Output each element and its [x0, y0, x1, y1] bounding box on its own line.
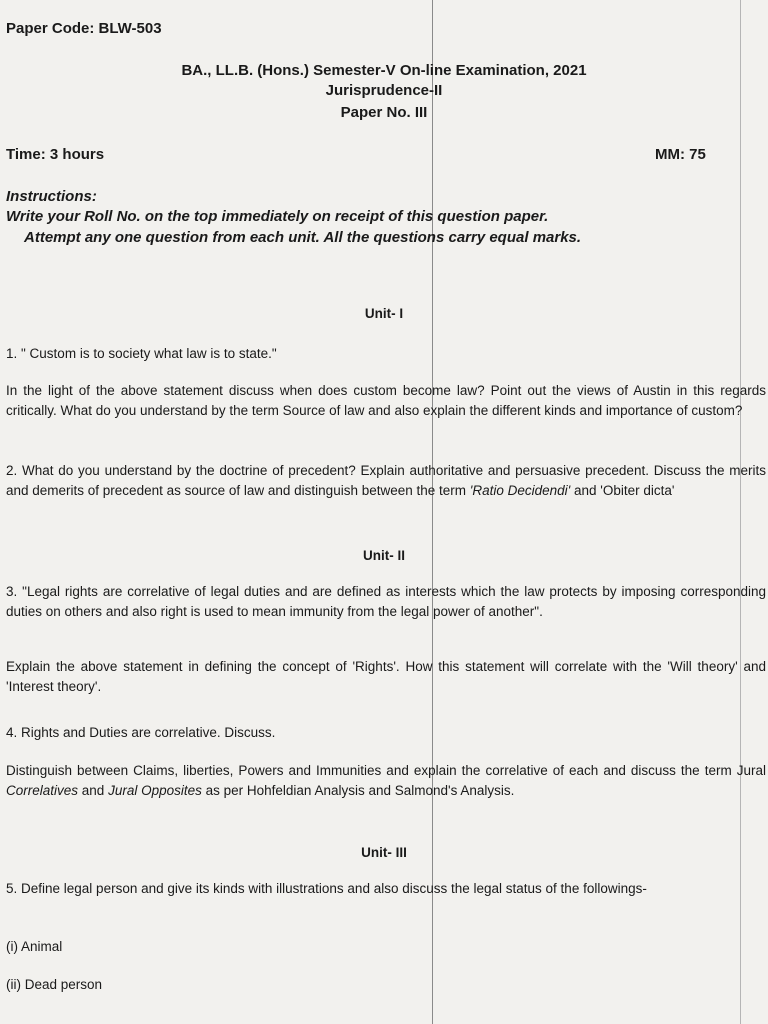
- exam-time: Time: 3 hours: [6, 146, 105, 163]
- question-1-quote: 1. " Custom is to society what law is to state.": [6, 346, 277, 361]
- paper-code: Paper Code: BLW-503: [6, 20, 162, 37]
- unit-3-heading: Unit- III: [361, 845, 407, 860]
- question-3-quote: 3. "Legal rights are correlative of legal duties and are defined as interests which the law protects by imposing corresponding duties on others and also right is used to mean immunity from the legal power of another".: [6, 584, 766, 619]
- instruction-line-2: Attempt any one question from each unit. All the questions carry equal marks.: [24, 229, 582, 246]
- term-ratio-decidendi: 'Ratio Decidendi': [469, 483, 571, 498]
- term-obiter-dicta: 'Obiter dicta': [600, 483, 675, 498]
- paper-edge-line: [740, 0, 741, 1024]
- question-2: [6, 461, 766, 501]
- question-5-body: 5. Define legal person and give its kinds with illustrations and also discuss the legal status of the followings-: [6, 881, 647, 896]
- term-correlatives: Correlatives: [6, 783, 79, 798]
- question-4-end: as per Hohfeldian Analysis and Salmond's Analysis.: [201, 783, 515, 798]
- paper-fold-line: [432, 0, 433, 1024]
- question-2-and: and: [570, 483, 601, 498]
- exam-title: BA., LL.B. (Hons.) Semester-V On-line Examination, 2021: [181, 62, 587, 79]
- question-3-body: Explain the above statement in defining the concept of 'Rights'. How this statement will correlate with the 'Will theory' and 'Interest theory'.: [6, 659, 766, 694]
- question-4-and: and: [78, 783, 109, 798]
- question-4-body: [6, 761, 766, 801]
- subject-title: Jurisprudence-II: [325, 82, 443, 99]
- question-5-item-i: (i) Animal: [6, 939, 63, 954]
- question-4-title: 4. Rights and Duties are correlative. Discuss.: [6, 725, 276, 740]
- term-jural: Jural: [108, 783, 138, 798]
- instruction-line-1: Write your Roll No. on the top immediately on receipt of this question paper.: [6, 208, 549, 225]
- question-5-item-ii: (ii) Dead person: [6, 977, 103, 992]
- question-4-text: Distinguish between Claims, liberties, Powers and Immunities and explain the correlative of each and discuss the term Jural: [6, 763, 766, 778]
- unit-1-heading: Unit- I: [364, 306, 404, 321]
- question-1-body: In the light of the above statement discuss when does custom become law? Point out the views of Austin in this regards critically. What do you understand by the term Source of law and also explain the different kinds and importance of custom?: [6, 383, 766, 418]
- unit-2-heading: Unit- II: [363, 548, 405, 563]
- paper-number: Paper No. III: [340, 104, 428, 121]
- term-opposites: Opposites: [137, 783, 202, 798]
- question-2-text: 2. What do you understand by the doctrine of precedent? Explain authoritative and persuasive precedent. Discuss the merits and demerits of precedent as source of law and distinguish between the term: [6, 463, 766, 498]
- instructions-title: Instructions:: [6, 188, 97, 205]
- max-marks: MM: 75: [655, 146, 706, 163]
